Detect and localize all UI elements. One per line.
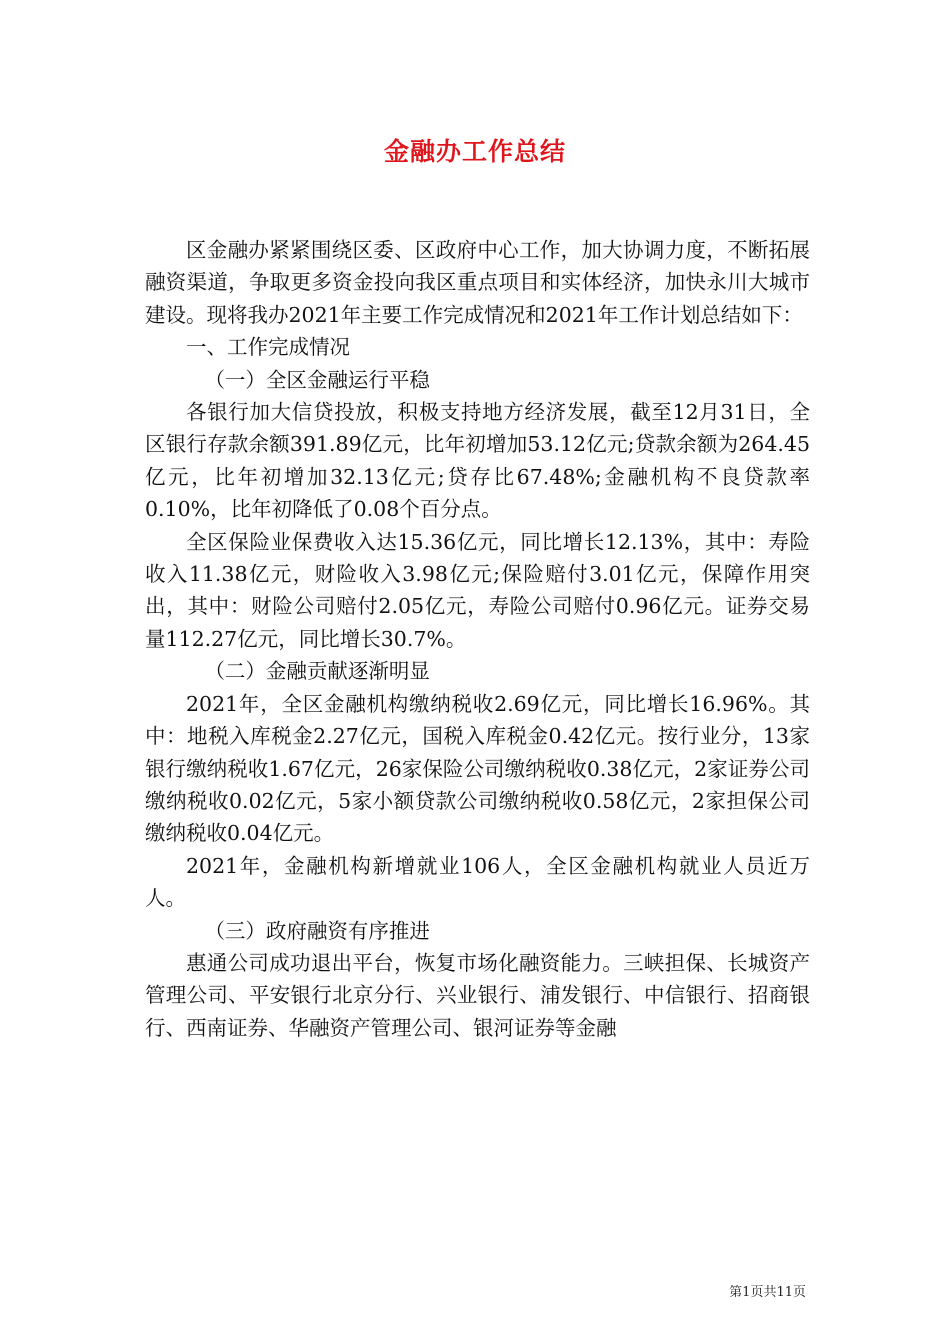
page-footer	[729, 1281, 806, 1300]
paragraph-employment: 2021年，金融机构新增就业106人，全区金融机构就业人员近万人。	[145, 853, 810, 911]
section-heading-1: 一、工作完成情况	[186, 335, 350, 360]
document-title: 金融办工作总结	[383, 137, 566, 166]
paragraph-tax: 2021年，全区金融机构缴纳税收2.69亿元，同比增长16.96%。其中：地税入库税金2.27亿元，国税入库税金0.42亿元。按行业分，13家银行缴纳税收1.67亿元，26家保险公司缴纳税收0.38亿元，2家证券公司缴纳税收0.02亿元，5家小额贷款公司缴纳税收0.58亿元，2家担保公司缴纳税收0.04亿元。	[145, 691, 810, 846]
subsection-heading-3: （三）政府融资有序推进	[204, 918, 430, 943]
paragraph-financing: 惠通公司成功退出平台，恢复市场化融资能力。三峡担保、长城资产管理公司、平安银行北京分行、兴业银行、浦发银行、中信银行、招商银行、西南证券、华融资产管理公司、银河证券等金融	[145, 950, 810, 1040]
page-number-label: 第1页共11页	[729, 1285, 806, 1300]
document-body	[145, 234, 810, 1044]
subsection-heading-1: （一）全区金融运行平稳	[204, 367, 430, 392]
paragraph-insurance: 全区保险业保费收入达15.36亿元，同比增长12.13%，其中：寿险收入11.38亿元，财险收入3.98亿元;保险赔付3.01亿元，保障作用突出，其中：财险公司赔付2.05亿元，寿险公司赔付0.96亿元。证券交易量112.27亿元，同比增长30.7%。	[145, 529, 810, 651]
subsection-heading-2: （二）金融贡献逐渐明显	[204, 659, 430, 684]
paragraph-banking: 各银行加大信贷投放，积极支持地方经济发展，截至12月31日，全区银行存款余额391.89亿元，比年初增加53.12亿元;贷款余额为264.45亿元，比年初增加32.13亿元;贷存比67.48%;金融机构不良贷款率0.10%，比年初降低了0.08个百分点。	[145, 400, 810, 522]
intro-paragraph: 区金融办紧紧围绕区委、区政府中心工作，加大协调力度，不断拓展融资渠道，争取更多资金投向我区重点项目和实体经济，加快永川大城市建设。现将我办2021年主要工作完成情况和2021年工作计划总结如下：	[145, 238, 810, 327]
